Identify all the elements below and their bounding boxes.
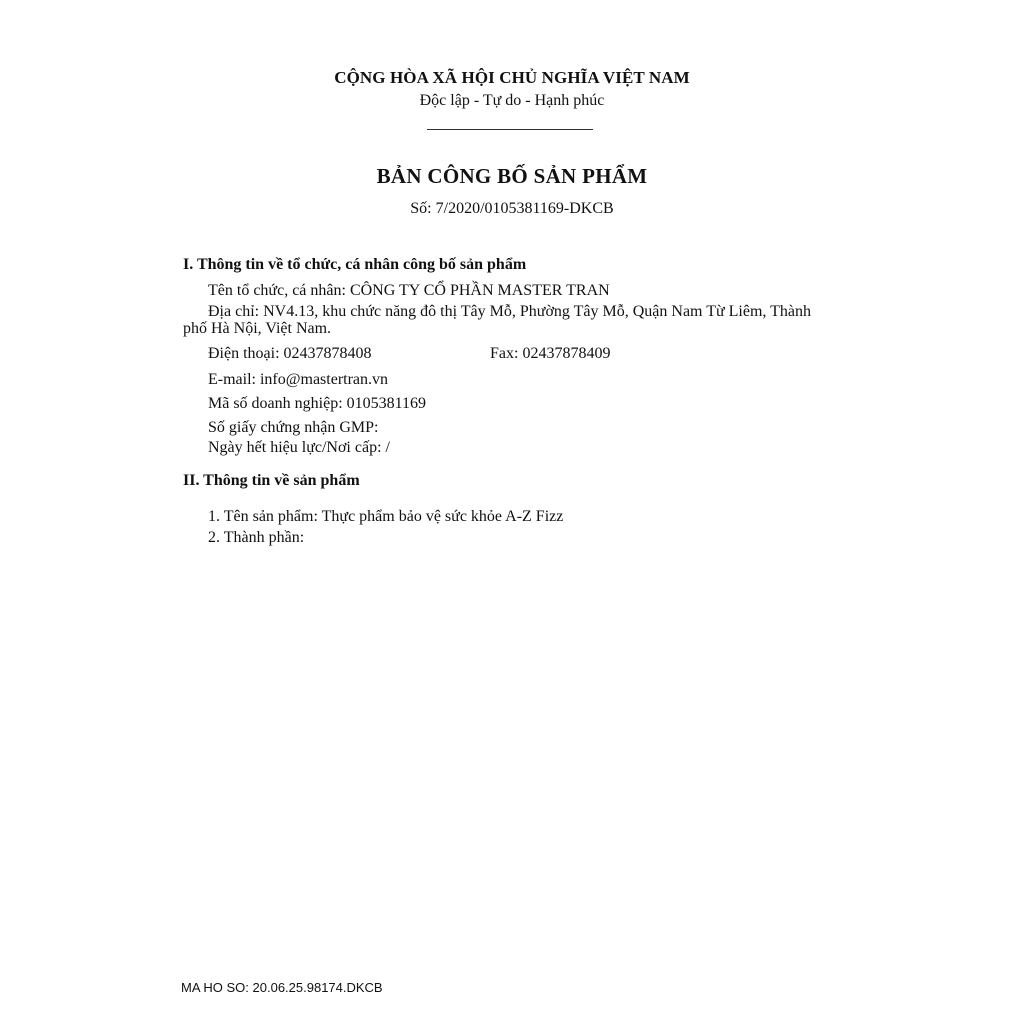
email-address: E-mail: info@mastertran.vn <box>208 371 389 388</box>
motto-underline-divider <box>427 129 593 130</box>
phone-number: Điện thoại: 02437878408 <box>208 345 372 362</box>
business-tax-code: Mã số doanh nghiệp: 0105381169 <box>208 395 427 412</box>
document-title: BẢN CÔNG BỐ SẢN PHẨM <box>376 164 648 188</box>
fax-number: Fax: 02437878409 <box>490 345 611 362</box>
product-ingredients: 2. Thành phần: <box>208 529 305 546</box>
document-number: Số: 7/2020/0105381169-DKCB <box>410 200 614 217</box>
gmp-certificate: Số giấy chứng nhận GMP: <box>208 419 379 436</box>
section-1-heading: I. Thông tin về tổ chức, cá nhân công bố sản phẩm <box>183 256 527 273</box>
motto-line: Độc lập - Tự do - Hạnh phúc <box>419 92 605 109</box>
section-2-heading: II. Thông tin về sản phẩm <box>183 472 360 489</box>
address-line-1: Địa chỉ: NV4.13, khu chức năng đô thị Tây Mỗ, Phường Tây Mỗ, Quận Nam Từ Liêm, Thành <box>208 303 811 320</box>
republic-heading: CỘNG HÒA XÃ HỘI CHỦ NGHĨA VIỆT NAM <box>334 68 690 87</box>
record-code-footer: MA HO SO: 20.06.25.98174.DKCB <box>181 980 383 995</box>
address-line-2: phố Hà Nội, Việt Nam. <box>183 320 332 337</box>
organization-name: Tên tổ chức, cá nhân: CÔNG TY CỔ PHẦN MASTER TRAN <box>208 282 610 299</box>
product-name: 1. Tên sản phẩm: Thực phẩm bảo vệ sức khỏe A-Z Fizz <box>208 508 564 525</box>
expiry-issuer: Ngày hết hiệu lực/Nơi cấp: / <box>208 439 390 456</box>
